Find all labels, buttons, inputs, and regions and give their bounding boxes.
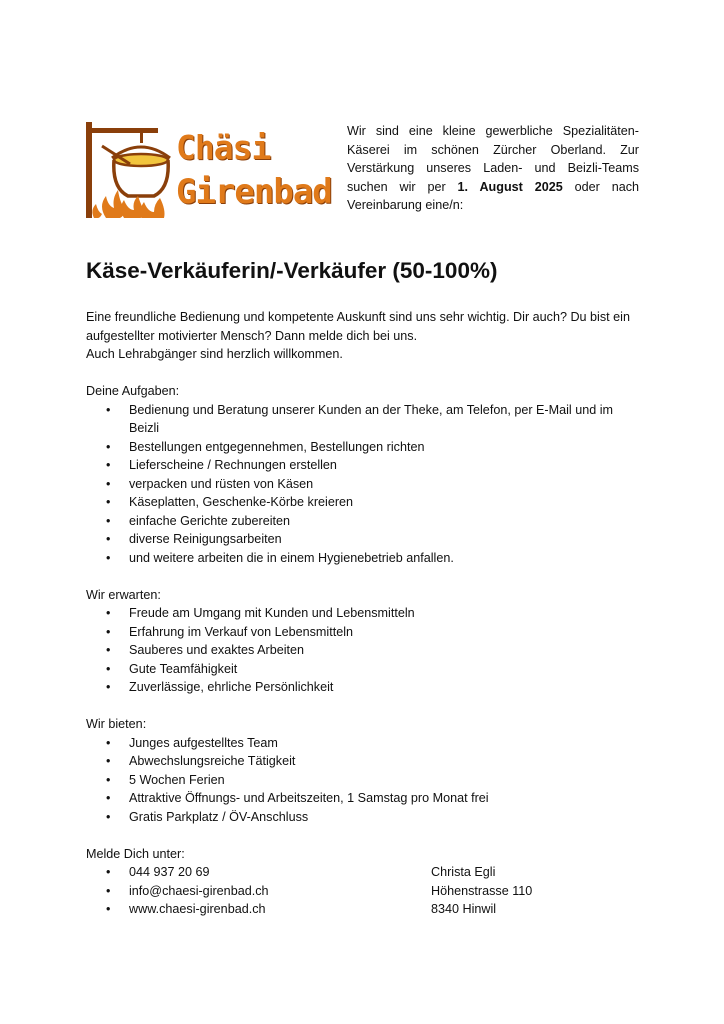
list-item: • Sauberes und exaktes Arbeiten (86, 641, 642, 660)
contact-email[interactable]: • info@chaesi-girenbad.ch (129, 883, 269, 898)
list-item: • Erfahrung im Verkauf von Lebensmitteln (86, 623, 642, 642)
section-aufgaben (86, 382, 642, 567)
start-date: 1. August 2025 (457, 179, 563, 194)
section-heading: Deine Aufgaben: (86, 384, 180, 398)
list-item: • Bedienung und Beratung unserer Kunden an der Theke, am Telefon, per E-Mail und im Beizli (86, 401, 642, 438)
intro-text-end: oder nach Vereinbarung eine/n: (347, 179, 640, 212)
intro-paragraph-line1: Eine freundliche Bedienung und kompetente Auskunft sind uns sehr wichtig. Dir auch? Du bist ein aufgestellter motivierter Mensch? Dann melde dich bei uns. (86, 310, 630, 343)
contact-website[interactable]: • www.chaesi-girenbad.ch (129, 902, 266, 916)
list-item: • und weitere arbeiten die in einem Hygienebetrieb anfallen. (86, 549, 642, 568)
job-title: Käse-Verkäuferin/-Verkäufer (50-100%) (86, 258, 498, 283)
logo-wordmark-line2: Girenbad (176, 172, 332, 212)
intro-text-start: Wir sind eine kleine gewerbliche Spezialitäten-Käserei im schönen Zürcher Oberland. Zur Verstärkung unseres Laden- und Beizli-Teams suchen wir per (347, 124, 639, 194)
list-item: • Gratis Parkplatz / ÖV-Anschluss (86, 808, 642, 827)
section-heading: Melde Dich unter: (86, 846, 185, 861)
section-heading: Wir erwarten: (86, 587, 161, 602)
list-item: • Abwechslungsreiche Tätigkeit (86, 752, 642, 771)
erwarten-list (86, 604, 642, 697)
contact-row (86, 900, 642, 919)
document-body (86, 308, 642, 919)
contact-city: 8340 Hinwil (431, 902, 497, 916)
list-item: • Junges aufgestelltes Team (86, 734, 642, 753)
section-contact (86, 845, 642, 919)
list-item: • verpacken und rüsten von Käsen (86, 475, 642, 494)
bieten-list (86, 734, 642, 827)
intro-text (347, 122, 639, 215)
contact-phone[interactable]: • 044 937 20 69 (129, 865, 210, 879)
list-item: • diverse Reinigungsarbeiten (86, 530, 642, 549)
list-item: • Attraktive Öffnungs- und Arbeitszeiten, 1 Samstag pro Monat frei (86, 789, 642, 808)
list-item: • Bestellungen entgegennehmen, Bestellungen richten (86, 438, 642, 457)
list-item: • 5 Wochen Ferien (86, 771, 642, 790)
logo-wordmark-line1: Chäsi (176, 128, 271, 167)
contact-street: Höhenstrasse 110 (431, 883, 533, 898)
list-item: • Zuverlässige, ehrliche Persönlichkeit (86, 678, 642, 697)
section-heading: Wir bieten: (86, 717, 147, 731)
list-item: • Gute Teamfähigkeit (86, 660, 642, 679)
contact-row (86, 882, 642, 901)
contact-name: Christa Egli (431, 865, 496, 879)
section-erwarten (86, 586, 642, 697)
section-bieten (86, 715, 642, 826)
list-item: • Freude am Umgang mit Kunden und Lebensmitteln (86, 604, 642, 623)
cheese-kettle-icon (84, 118, 176, 223)
contact-row (86, 863, 642, 882)
company-logo (84, 118, 339, 223)
list-item: • einfache Gerichte zubereiten (86, 512, 642, 531)
aufgaben-list (86, 401, 642, 568)
list-item: • Käseplatten, Geschenke-Körbe kreieren (86, 493, 642, 512)
contact-list (86, 863, 642, 919)
list-item: • Lieferscheine / Rechnungen erstellen (86, 456, 642, 475)
intro-paragraph-line2: Auch Lehrabgänger sind herzlich willkommen. (86, 347, 343, 361)
